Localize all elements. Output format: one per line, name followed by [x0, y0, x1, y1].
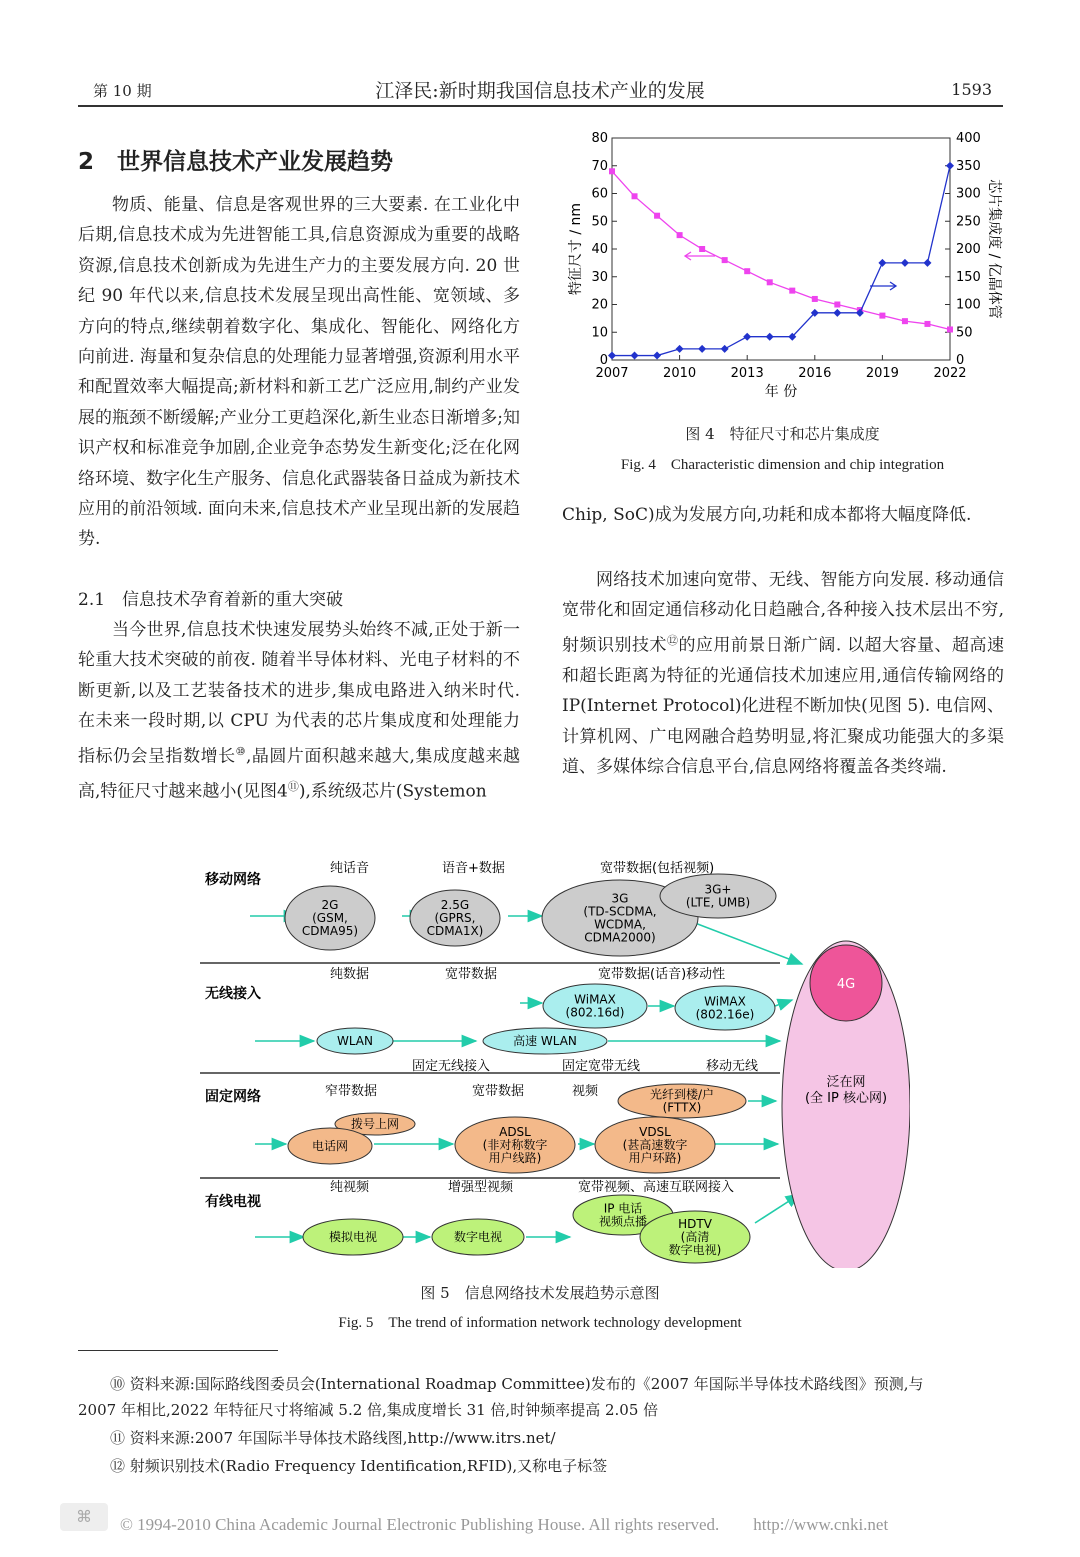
- x-tick-label: 2010: [663, 366, 697, 381]
- footnote-10: [78, 1372, 1003, 1396]
- node-label: (GSM,: [312, 911, 348, 925]
- right-column-para1: [562, 500, 1004, 530]
- left-tick-label: 30: [591, 269, 608, 285]
- cnki-logo-icon: ⌘: [60, 1503, 108, 1531]
- node-label: (802.16d): [565, 1005, 625, 1020]
- data-point: [834, 302, 840, 308]
- left-tick-label: 50: [591, 214, 608, 230]
- left-tick-label: 60: [591, 186, 608, 202]
- left-column-para1: [78, 190, 520, 555]
- node-label: 视频点播: [598, 1214, 648, 1229]
- fig4-caption-en: Fig. 4 Characteristic dimension and chip integration: [620, 457, 945, 473]
- row-label-wireless: 无线接入: [205, 986, 261, 1002]
- row-label-mobile: 移动网络: [205, 872, 261, 888]
- node-label: (甚高速数字: [622, 1138, 688, 1152]
- series-line: [612, 166, 950, 356]
- data-point: [699, 246, 705, 252]
- row-label-fixed: 固定网络: [205, 1089, 261, 1105]
- footnote-rule: [78, 1350, 278, 1351]
- node-label: 用户环路): [628, 1151, 682, 1165]
- node-label: CDMA1X): [426, 924, 484, 938]
- x-tick-label: 2022: [933, 366, 967, 381]
- right-tick-label: 100: [956, 297, 981, 313]
- right-tick-label: 0: [956, 353, 965, 368]
- node-label: (802.16e): [695, 1007, 755, 1022]
- stage-label: 纯视频: [330, 1180, 370, 1195]
- left-tick-label: 80: [591, 131, 608, 146]
- figure-5-diagram: [190, 848, 910, 1268]
- data-point: [833, 309, 841, 317]
- data-point: [654, 213, 660, 219]
- node-label: 高速 WLAN: [513, 1034, 577, 1048]
- data-point: [722, 257, 728, 263]
- right-tick-label: 300: [956, 186, 981, 202]
- stage-label: 视频: [572, 1084, 599, 1099]
- node-label: (非对称数字: [482, 1138, 548, 1152]
- data-point: [721, 345, 729, 353]
- node-label: 泛在网: [826, 1075, 866, 1090]
- data-point: [767, 279, 773, 285]
- footnote-ref-11: ⑪: [287, 779, 299, 793]
- node-label: (TD-SCDMA,: [583, 904, 657, 919]
- y-axis-label-left: 特征尺寸 / nm: [568, 202, 584, 296]
- stage-label: 纯话音: [330, 861, 370, 876]
- node-label: 用户线路): [488, 1151, 542, 1165]
- right-column-para2: [562, 565, 1004, 783]
- stage-label: 宽带视频、高速互联网接入: [578, 1180, 735, 1195]
- figure-4-chart: [560, 128, 1005, 408]
- footnote-10-line2: 2007 年相比,2022 年特征尺寸将缩减 5.2 倍,集成度增长 31 倍,时钟频率提高 2.05 倍: [78, 1401, 659, 1419]
- data-point: [653, 352, 661, 360]
- x-tick-label: 2013: [730, 366, 764, 381]
- data-point: [923, 259, 931, 267]
- running-title: 江泽民:新时期我国信息技术产业的发展: [375, 80, 705, 102]
- data-point: [902, 318, 908, 324]
- row-label-cable: 有线电视: [205, 1194, 261, 1210]
- paragraph-intro: 物质、能量、信息是客观世界的三大要素. 在工业化中后期,信息技术成为先进智能工具,信息资源成为重要的战略资源,信息技术创新成为先进生产力的主要发展方向. 20 世纪 90 年代以来,信息技术发展呈现出高性能、宽领域、多方向的特点,继续朝着数字化、集成化、智能化、网络化方向前进. 海量和复杂信息的处理能力显著增强,资源利用水平和配置效率大幅提高;新材料和新工艺广泛应用,制约产业发展的瓶颈不断缓解;产业分工更趋深化,新生业态日渐增多;知识产权和标准竞争加剧,企业竞争态势发生新变化;泛在化网络环境、数字化生产服务、信息化武器装备日益成为新技术应用的前沿领域. 面向未来,信息技术产业呈现出新的发展趋势.: [78, 195, 520, 550]
- data-point: [743, 333, 751, 341]
- arrow: [695, 923, 802, 964]
- footnote-ref-12: ⑫: [666, 633, 679, 647]
- para2-text-b: ,晶圆片面积越来越大,集成度越来越高,特征尺寸越来越小(见图4: [78, 746, 520, 802]
- paragraph-breakthrough: [78, 615, 520, 807]
- node-label: ADSL: [499, 1125, 531, 1139]
- node-label: CDMA2000): [584, 930, 656, 945]
- rpara2-text-a: 网络技术加速向宽带、无线、智能方向发展. 移动通信宽带化和固定通信移动化日趋融合,各种接入技术层出不穷,射频识别技术: [562, 570, 1004, 656]
- stage-label: 固定宽带无线: [562, 1059, 641, 1074]
- paragraph-network: [562, 565, 1004, 783]
- x-tick-label: 2019: [865, 366, 899, 381]
- x-tick-label: 2007: [595, 366, 629, 381]
- node-label: 模拟电视: [328, 1230, 378, 1244]
- subsection-title: 2.1 信息技术孕育着新的重大突破: [78, 590, 344, 610]
- fig4-caption-cn: 图 4 特征尺寸和芯片集成度: [685, 425, 880, 443]
- right-tick-label: 50: [956, 325, 973, 341]
- data-point: [901, 259, 909, 267]
- data-point: [676, 345, 684, 353]
- node-label: 4G: [836, 977, 856, 992]
- data-point: [631, 352, 639, 360]
- data-point: [878, 259, 886, 267]
- x-axis-label: 年 份: [764, 384, 798, 400]
- data-point: [879, 313, 885, 319]
- stage-label: 宽带数据(包括视频): [600, 861, 715, 876]
- footnote-10-line1: ⑩ 资料来源:国际路线图委员会(International Roadmap Committee)发布的《2007 年国际半导体技术路线图》预测,与: [110, 1375, 924, 1393]
- node-label: VDSL: [639, 1125, 671, 1139]
- node-label: 数字电视): [668, 1243, 722, 1257]
- left-tick-label: 10: [591, 325, 608, 341]
- left-tick-label: 20: [591, 297, 608, 313]
- header-rule: [78, 105, 1003, 107]
- stage-label: 窄带数据: [325, 1084, 378, 1099]
- node-label: (高清: [680, 1230, 710, 1244]
- para2-text-c: ),系统级芯片(Systemon: [298, 781, 487, 802]
- stage-label: 移动无线: [706, 1059, 759, 1074]
- left-tick-label: 0: [599, 353, 608, 368]
- right-tick-label: 400: [956, 131, 981, 146]
- stage-label: 增强型视频: [448, 1180, 514, 1195]
- node-label: 拨号上网: [350, 1117, 400, 1131]
- data-point: [608, 352, 616, 360]
- left-tick-label: 40: [591, 242, 608, 257]
- stage-label: 宽带数据(话音)移动性: [598, 967, 726, 982]
- stage-label: 语音+数据: [442, 861, 505, 876]
- node-label: (LTE, UMB): [685, 895, 751, 910]
- rpara2-text-b: 的应用前景日渐广阔. 以超大容量、超高速和超长距离为特征的光通信技术加速应用,通信传输网络的 IP(Internet Protocol)化进程不断加快(见图 5). 电信网、计算机网、广电网融合趋势明显,将汇聚成功能强大的多渠道、多媒体综合信息平台,信息网络将覆盖各类终端.: [562, 635, 1005, 778]
- fig5-caption-cn: 图 5 信息网络技术发展趋势示意图: [420, 1284, 660, 1302]
- plot-frame: [612, 138, 950, 360]
- node-label: 数字电视: [453, 1230, 503, 1244]
- right-tick-label: 350: [956, 158, 981, 174]
- footnote-11: ⑪ 资料来源:2007 年国际半导体技术路线图,http://www.itrs.net/: [110, 1429, 556, 1447]
- x-tick-label: 2016: [798, 366, 832, 381]
- node-label: 3G+: [704, 882, 732, 897]
- section-title: 2 世界信息技术产业发展趋势: [78, 149, 394, 175]
- left-column-para2: [78, 615, 520, 807]
- page-number: 1593: [951, 80, 992, 99]
- data-point: [609, 168, 615, 174]
- node-label: WiMAX: [574, 992, 616, 1007]
- node-label: HDTV: [678, 1217, 712, 1231]
- y-axis-label-right: 芯片集成度 / 亿晶体管: [986, 179, 1002, 319]
- footnote-12: ⑫ 射频识别技术(Radio Frequency Identification,RFID),又称电子标签: [110, 1457, 608, 1475]
- node-label: CDMA95): [301, 924, 359, 938]
- issue-number: 第 10 期: [93, 82, 152, 100]
- stage-label: 宽带数据: [445, 967, 498, 982]
- node-label: WiMAX: [704, 994, 746, 1009]
- series-line: [612, 171, 950, 329]
- data-point: [698, 345, 706, 353]
- paragraph-soc: Chip, SoC)成为发展方向,功耗和成本都将大幅度降低.: [562, 505, 972, 525]
- data-point: [812, 296, 818, 302]
- node-label: (FTTX): [662, 1100, 702, 1115]
- right-tick-label: 250: [956, 214, 981, 230]
- node-label: 电话网: [311, 1139, 349, 1153]
- node-label: 2.5G: [440, 898, 470, 912]
- left-tick-label: 70: [591, 158, 608, 174]
- data-point: [744, 268, 750, 274]
- stage-label: 宽带数据: [472, 1084, 525, 1099]
- right-tick-label: 200: [956, 242, 981, 257]
- arrow: [775, 1000, 792, 1006]
- node-label: WCDMA,: [594, 917, 646, 932]
- node-label: IP 电话: [603, 1201, 643, 1216]
- data-point: [789, 288, 795, 294]
- copyright-footer: © 1994-2010 China Academic Journal Electronic Publishing House. All rights reserved. http://www.cnki.net: [120, 1515, 889, 1534]
- node-label: 光纤到楼/户: [649, 1087, 715, 1102]
- node-label: WLAN: [336, 1034, 374, 1048]
- node-label: (全 IP 核心网): [804, 1091, 888, 1106]
- stage-label: 固定无线接入: [412, 1059, 491, 1074]
- footnote-ref-10: ⑩: [235, 744, 246, 758]
- data-point: [924, 321, 930, 327]
- data-point: [947, 326, 953, 332]
- right-tick-label: 150: [956, 269, 981, 285]
- node-label: 2G: [321, 898, 339, 912]
- data-point: [677, 232, 683, 238]
- data-point: [766, 333, 774, 341]
- node-label: (GPRS,: [434, 911, 476, 925]
- data-point: [946, 162, 954, 170]
- data-point: [632, 193, 638, 199]
- stage-label: 纯数据: [330, 967, 370, 982]
- fig5-caption-en: Fig. 5 The trend of information network technology development: [338, 1315, 742, 1331]
- para2-text-a: 当今世界,信息技术快速发展势头始终不减,正处于新一轮重大技术突破的前夜. 随着半导体材料、光电子材料的不断更新,以及工艺装备技术的进步,集成电路进入纳米时代. 在未来一段时期,以 CPU 为代表的芯片集成度和处理能力指标仍会呈指数增长: [78, 620, 520, 767]
- node-label: 3G: [611, 891, 629, 906]
- footnote-10-cont: [78, 1398, 1003, 1422]
